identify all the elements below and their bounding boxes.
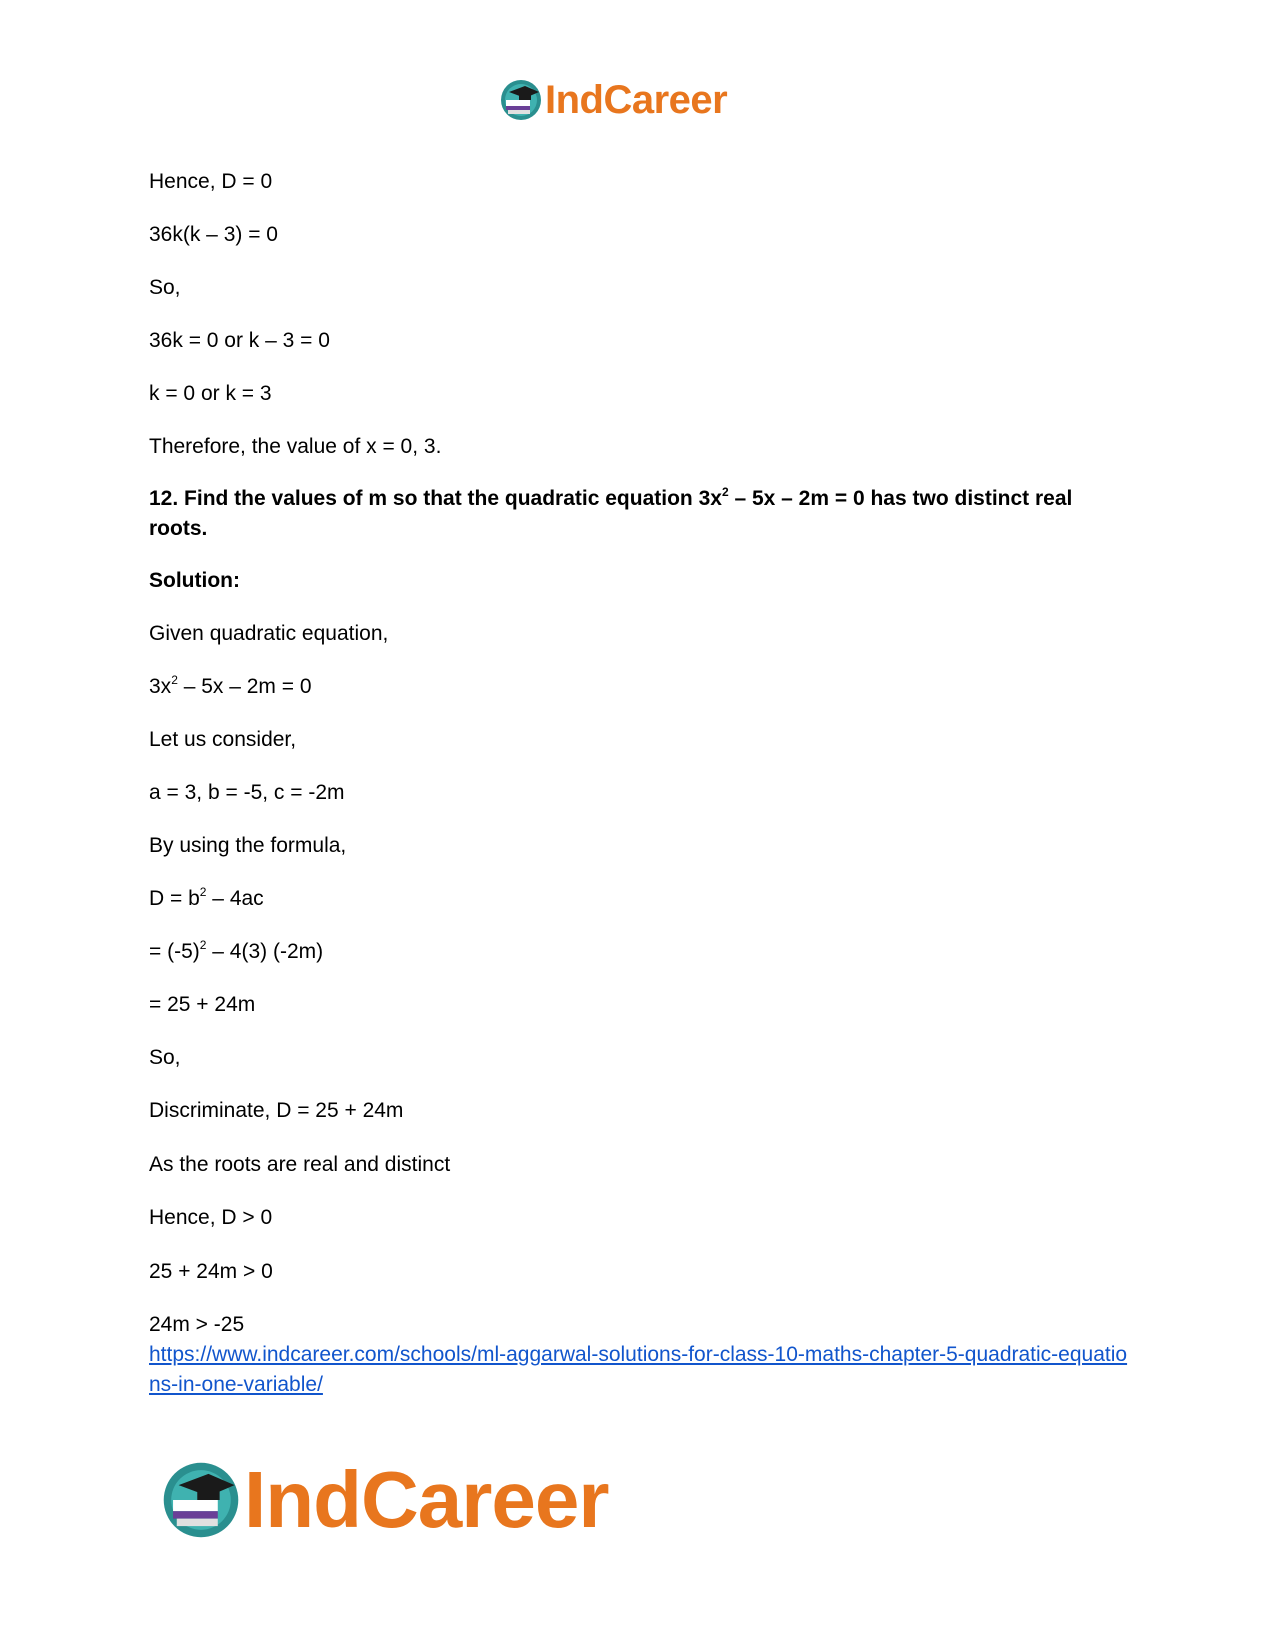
- text-line: Given quadratic equation,: [149, 622, 389, 645]
- text-line: = 25 + 24m: [149, 993, 256, 1016]
- text-line: 36k(k – 3) = 0: [149, 223, 278, 246]
- text-line: a = 3, b = -5, c = -2m: [149, 781, 345, 804]
- text-line: So,: [149, 276, 181, 299]
- text-line: k = 0 or k = 3: [149, 382, 272, 405]
- text-line: Hence, D > 0: [149, 1206, 273, 1229]
- logo-wordmark: IndCareer: [545, 77, 728, 122]
- book-graduation-cap-icon: [499, 78, 543, 122]
- question-heading: 12. Find the values of m so that the quadratic equation $3x^2 - 5x - 2m = 0$ has two distinct real roots.: [149, 485, 1073, 540]
- formula-line: = $(-5)^2 - 4(3)$ (-2m): [149, 938, 324, 963]
- text-line: Hence, D = 0: [149, 170, 273, 193]
- book-graduation-cap-icon: [160, 1459, 242, 1541]
- equation-line: $3x^2 - 5x - 2m = 0$: [149, 673, 312, 698]
- text-line: Therefore, the value of x = 0, 3.: [149, 435, 442, 458]
- text-line: 36k = 0 or k – 3 = 0: [149, 329, 330, 352]
- footer-logo: [160, 1455, 608, 1545]
- formula-line: $D = b^2 - 4ac$: [149, 885, 264, 910]
- source-link[interactable]: https://www.indcareer.com/schools/ml-aggarwal-solutions-for-class-10-maths-chapter-5-quadratic-equations-in-one-variable/: [149, 1343, 1128, 1396]
- text-line: So,: [149, 1046, 181, 1069]
- text-line: 25 + 24m > 0: [149, 1260, 273, 1283]
- header-logo: [499, 76, 727, 124]
- solution-label: Solution:: [149, 569, 240, 592]
- text-line: As the roots are real and distinct: [149, 1153, 451, 1176]
- text-line: 24m > -25: [149, 1313, 245, 1336]
- text-line: By using the formula,: [149, 834, 347, 857]
- logo-wordmark: IndCareer: [244, 1455, 609, 1544]
- text-line: Let us consider,: [149, 728, 297, 751]
- text-line: Discriminate, D = 25 + 24m: [149, 1099, 404, 1122]
